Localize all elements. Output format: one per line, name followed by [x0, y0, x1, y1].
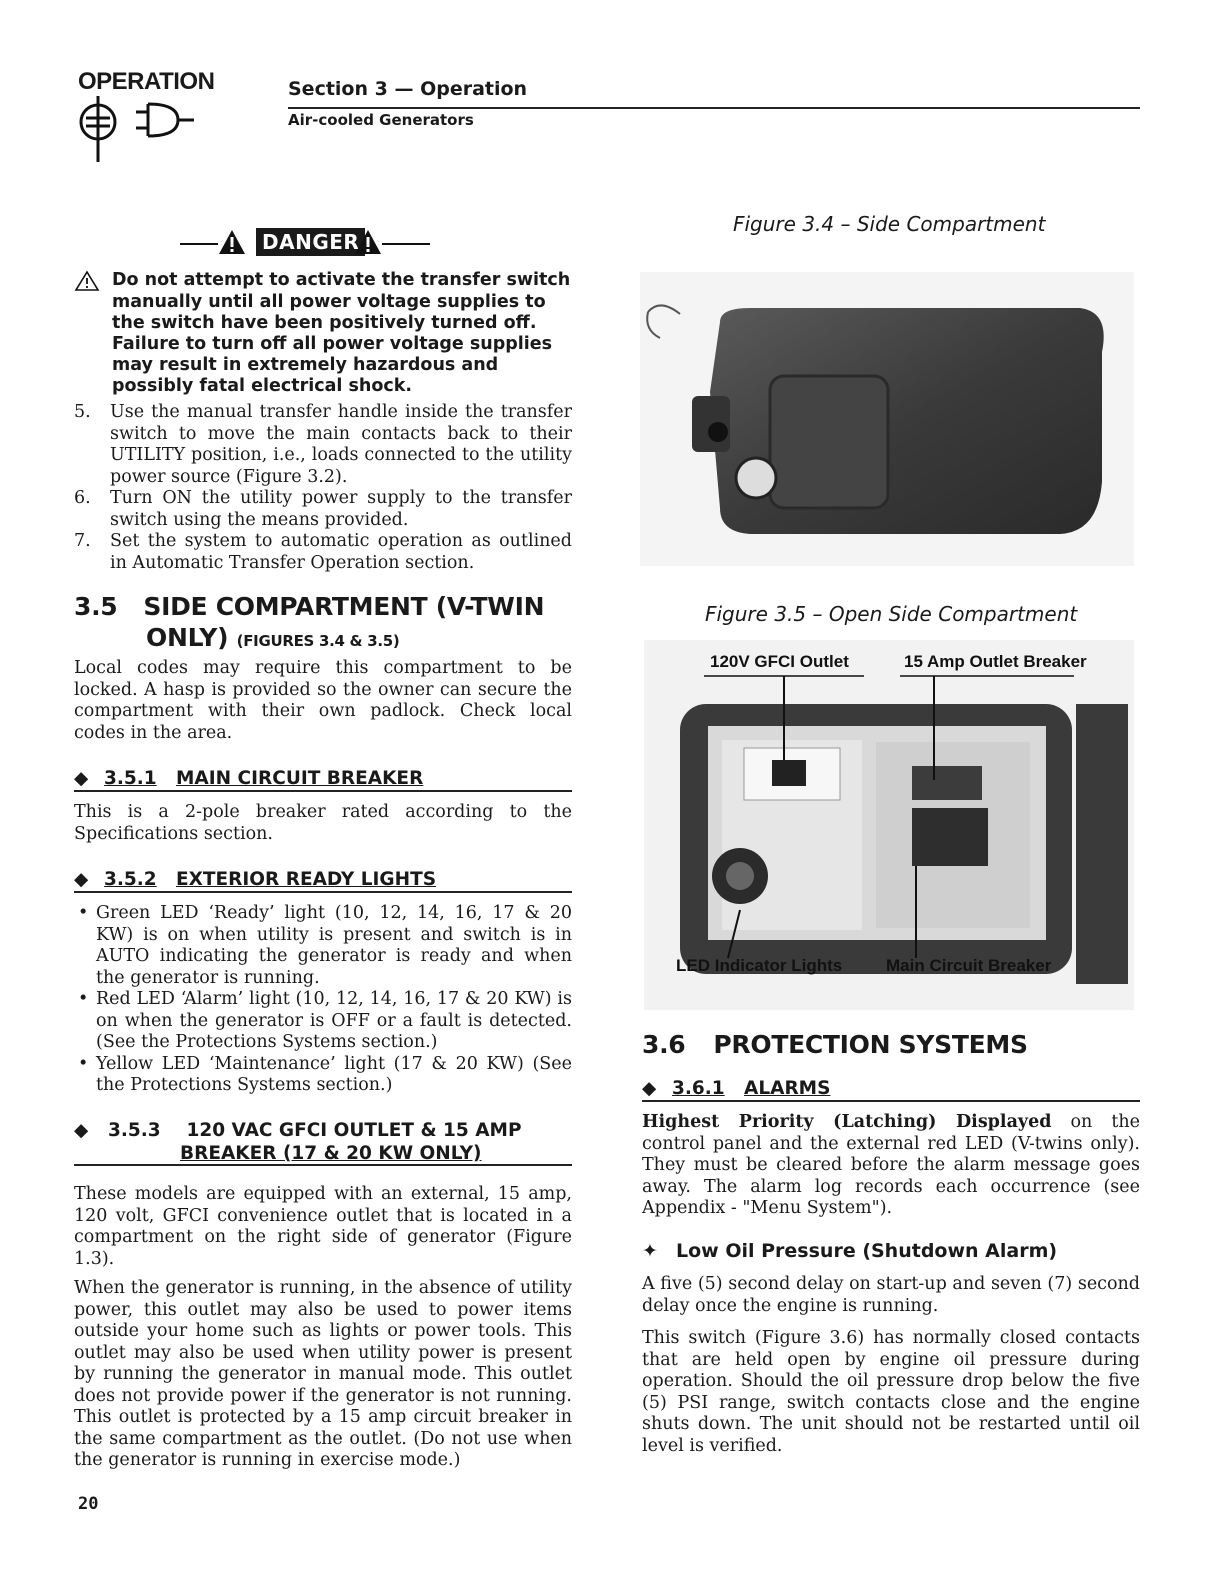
low-oil-para1: A five (5) second delay on start-up and seven (7) second delay once the engine is running. [642, 1274, 1140, 1316]
section-3-5-2-heading [74, 869, 572, 893]
diamond-bullet-icon: ◆ [642, 1078, 657, 1099]
step-text: Turn ON the utility power supply to the transfer switch using the means provided. [110, 488, 572, 530]
diamond-bullet-icon: ◆ [74, 1120, 89, 1141]
bullet-text: Green LED ‘Ready’ light (10, 12, 14, 16, 17 & 20 KW) is on when utility is present and switch is in AUTO indicating the generator is ready and when the generator is running. [96, 903, 572, 988]
low-oil-title: Low Oil Pressure (Shutdown Alarm) [676, 1240, 1058, 1262]
section-3-5-1-body: This is a 2-pole breaker rated according to the Specifications section. [74, 802, 572, 844]
section-title: PROTECTION SYSTEMS [713, 1030, 1028, 1059]
list-item [74, 402, 572, 488]
operation-label: OPERATION [78, 68, 215, 95]
section-3-5-body: Local codes may require this compartment to be locked. A hasp is provided so the owner can secure the compartment with their own padlock. Check local codes in the area. [74, 658, 572, 743]
step-text: Set the system to automatic operation as outlined in Automatic Transfer Operation section. [110, 531, 572, 573]
subsection-number: 3.5.3 [108, 1120, 161, 1141]
led-indicator-label: LED Indicator Lights [676, 956, 843, 975]
bullet-text: Red LED ‘Alarm’ light (10, 12, 14, 16, 17 & 20 KW) is on when the generator is OFF or a fault is detected. (See the Protections Systems section.) [96, 989, 572, 1052]
subsection-title: MAIN CIRCUIT BREAKER [176, 768, 424, 789]
outlet-breaker-label: 15 Amp Outlet Breaker [904, 652, 1087, 671]
steps-list [74, 402, 572, 574]
section-3-5-heading [74, 592, 574, 652]
warning-outline-icon [74, 270, 100, 292]
section-3-6-heading [642, 1030, 1142, 1059]
danger-banner [180, 226, 430, 258]
side-compartment-photo [640, 272, 1134, 566]
alarm-lead-text: Highest Priority (Latching) Displayed [642, 1112, 1052, 1132]
bullet-text: Yellow LED ‘Maintenance’ light (17 & 20 KW) (See the Protections Systems section.) [96, 1053, 572, 1095]
diamond-bullet-icon: ◆ [74, 768, 89, 789]
open-side-compartment-photo [644, 640, 1134, 1010]
list-item: • Yellow LED ‘Maintenance’ light (17 & 20 KW) (See the Protections Systems section.) [78, 1053, 572, 1095]
figure-3-5-caption: Figure 3.5 – Open Side Compartment [705, 602, 1078, 626]
subsection-title-line1: 120 VAC GFCI OUTLET & 15 AMP [186, 1120, 522, 1141]
section-title-line2: ONLY) [146, 623, 229, 652]
step-text: Use the manual transfer handle inside the transfer switch to move the main contacts back to their UTILITY position, i.e., loads connected to the utility power source (Figure 3.2). [110, 402, 572, 487]
figures-reference: (FIGURES 3.4 & 3.5) [236, 632, 400, 650]
gfci-outlet-label: 120V GFCI Outlet [710, 652, 849, 671]
danger-warning-text [74, 270, 574, 397]
section-3-6-1-body [642, 1112, 1140, 1220]
subsection-number: 3.5.1 [104, 768, 157, 789]
ready-lights-list [74, 903, 572, 1097]
alarm-body-text: on the control panel and the external red LED (V-twins only). They must be cleared before the alarm message goes away. The alarm log records each occurrence (see Appendix - "Menu System"). [642, 1112, 1140, 1218]
generator-symbol-icon [78, 96, 208, 166]
step-number: 6. [74, 488, 91, 508]
danger-line-right [382, 243, 430, 245]
list-item: • Red LED ‘Alarm’ light (10, 12, 14, 16, 17 & 20 KW) is on when the generator is OFF or a fault is detected. (See the Protections Systems section.) [78, 989, 572, 1052]
figure-3-4-caption: Figure 3.4 – Side Compartment [733, 212, 1046, 236]
star-bullet-icon: ✦ [642, 1240, 658, 1262]
subsection-title-line2: BREAKER (17 & 20 KW ONLY) [180, 1143, 482, 1164]
subsection-number: 3.6.1 [672, 1078, 725, 1099]
section-number: 3.6 [642, 1030, 686, 1059]
list-item: • Green LED ‘Ready’ light (10, 12, 14, 16, 17 & 20 KW) is on when utility is present and switch is in AUTO indicating the generator is ready and when the generator is running. [78, 903, 572, 988]
section-title-line1: SIDE COMPARTMENT (V-TWIN [143, 592, 545, 621]
page-number: 20 [78, 1494, 99, 1514]
header-rule [288, 107, 1140, 109]
section-subtitle: Air-cooled Generators [288, 111, 474, 129]
list-item [74, 488, 572, 531]
section-3-5-3-para2: When the generator is running, in the absence of utility power, this outlet may also be used to power items outside your home such as lights or power tools. This outlet may also be used when utility power is present by running the generator in manual mode. This outlet does not provide power if the generator is not running. This outlet is protected by a 15 amp circuit breaker in the same compartment as the outlet. (Do not use when the generator is running in exercise mode.) [74, 1278, 572, 1470]
subsection-title: EXTERIOR READY LIGHTS [176, 869, 437, 890]
section-3-5-3-para1: These models are equipped with an external, 15 amp, 120 volt, GFCI convenience outlet that is located in a compartment on the right side of generator (Figure 1.3). [74, 1184, 572, 1269]
section-title: Section 3 — Operation [288, 78, 528, 100]
step-number: 7. [74, 531, 91, 551]
section-3-6-1-heading [642, 1078, 1140, 1102]
danger-label: DANGER [256, 228, 365, 256]
warning-triangle-icon [354, 228, 382, 256]
diamond-bullet-icon: ◆ [74, 869, 89, 890]
main-breaker-label: Main Circuit Breaker [886, 956, 1052, 975]
warning-triangle-icon [218, 228, 246, 256]
low-oil-heading [642, 1240, 1140, 1262]
danger-text: Do not attempt to activate the transfer switch manually until all power voltage supplies to the switch have been positively turned off. Failure to turn off all power voltage supplies may result in extremely hazardous and possibly fatal electrical shock. [112, 270, 571, 396]
section-3-5-3-heading [74, 1120, 572, 1166]
subsection-title: ALARMS [744, 1078, 831, 1099]
low-oil-para2: This switch (Figure 3.6) has normally closed contacts that are held open by engine oil pressure during operation. Should the oil pressure drop below the five (5) PSI range, switch contacts close and the engine shuts down. The unit should not be restarted until oil level is verified. [642, 1328, 1140, 1456]
step-number: 5. [74, 402, 91, 422]
subsection-number: 3.5.2 [104, 869, 157, 890]
list-item [74, 531, 572, 574]
danger-line-left [180, 243, 218, 245]
section-3-5-1-heading [74, 768, 572, 792]
section-number: 3.5 [74, 592, 118, 621]
